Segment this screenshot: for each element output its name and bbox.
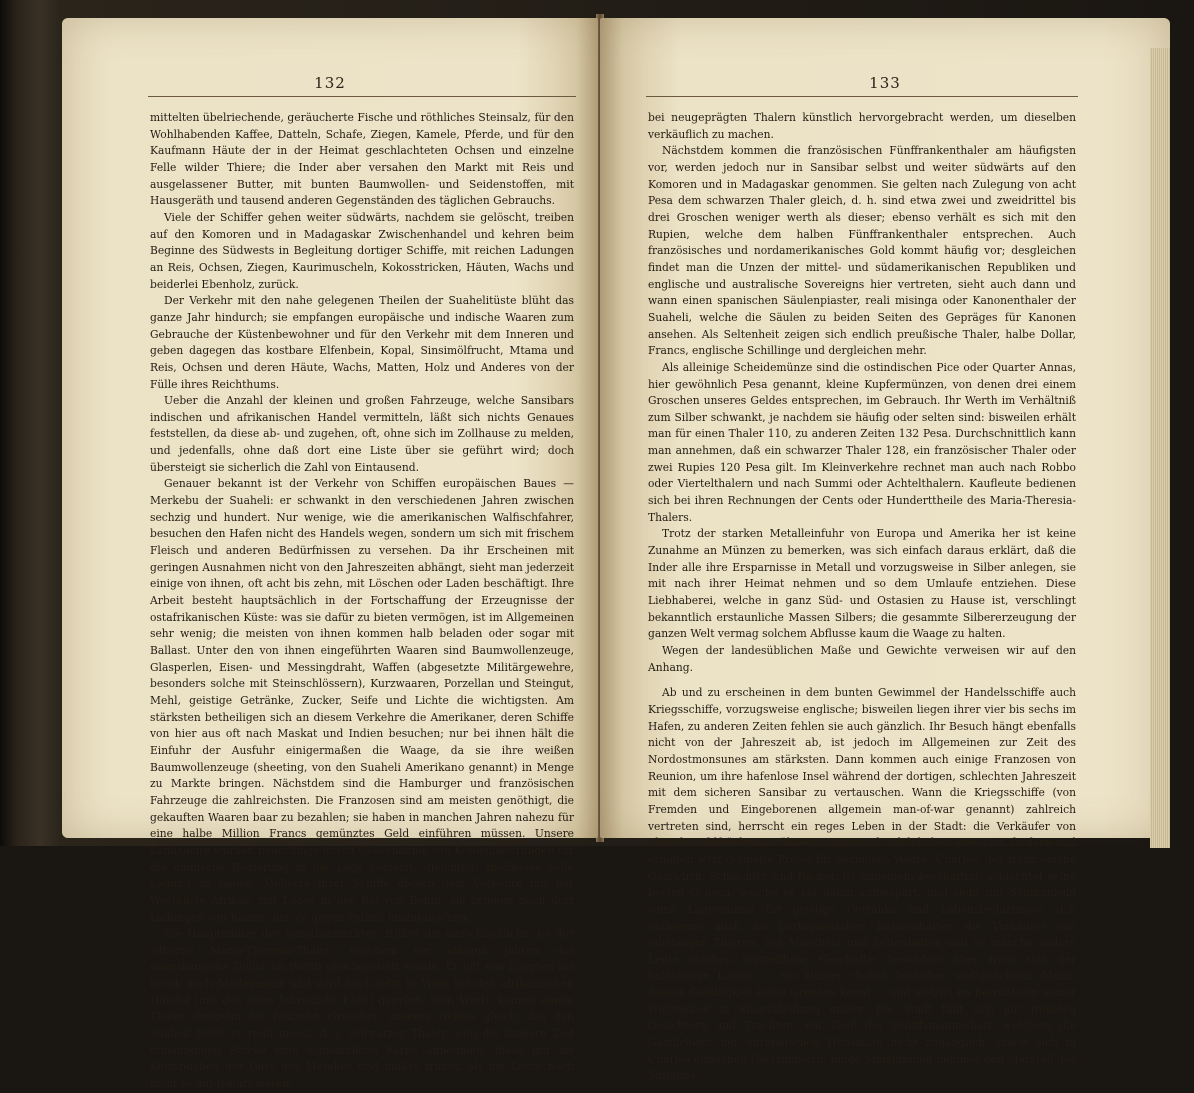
header-rule-left (148, 96, 576, 97)
paragraph: mittelten übelriechende, geräucherte Fische und röthliches Steinsalz, für den Wohlhabenden Kaffee, Datteln, Schafe, Ziegen, Kamele, Pferde, und für den Kaufmann Häute der in der Heimat geschlachteten Ochsen und einzelne Felle wilder Thiere; die Inder aber versahen den Markt mit Reis und ausgelassener Butter, mit bunten Baumwollen- und Seidenstoffen, mit Hausgeräth und tausend anderen Gegenständen des täglichen Gebrauchs. (150, 111, 574, 208)
paragraph: Nächstdem kommen die französischen Fünffrankenthaler am häufigsten vor, werden jedoch nur in Sansibar selbst und weiter südwärts auf den Komoren und in Madagaskar genommen. Sie gelten nach Zulegung von acht Pesa dem schwarzen Thaler gleich, d. h. sind etwa zwei und zweidrittel bis drei Groschen weniger werth als dieser; ebenso verhält es sich mit den Rupien, welche dem halben Fünffrankenthaler entsprechen. Auch französisches und nordamerikanisches Gold kommt häufig vor; desgleichen findet man die Unzen der mittel- und südamerikanischen Republiken und englische und australische Sovereigns hier vertreten, sieht auch dann und wann einen spanischen Säulenpiaster, reali misinga oder Kanonenthaler der Suaheli, welche die Säulen zu beiden Seiten des Gepräges für Kanonen ansehen. Als Seltenheit zeigen sich endlich preußische Thaler, halbe Dollar, Francs, englische Schillinge und dergleichen mehr. (648, 144, 1076, 358)
paragraph: Ueber die Anzahl der kleinen und großen Fahrzeuge, welche Sansibars indischen und afrikanischen Handel vermitteln, läßt sich nichts Genaues feststellen, da diese ab- und zugehen, oft, ohne sich im Zollhause zu melden, und jedenfalls, ohne daß dort eine Liste über sie geführt wird; doch übersteigt sie sicherlich die Zahl von Eintausend. (150, 394, 574, 474)
paragraph: Wegen der landesüblichen Maße und Gewichte verweisen wir auf den Anhang. (648, 644, 1076, 674)
paragraph: Ab und zu erscheinen in dem bunten Gewimmel der Handelsschiffe auch Kriegsschiffe, vorzugsweise englische; bisweilen liegen ihrer vier bis sechs im Hafen, zu anderen Zeiten fehlen sie auch gänzlich. Ihr Besuch hängt ebenfalls nicht von der Jahreszeit ab, ist jedoch im Allgemeinen zur Zeit des Nordostmonsunes am stärksten. Dann kommen auch einige Franzosen von Reunion, um ihre hafenlose Insel während der dortigen, schlechten Jahreszeit mit dem sicheren Sansibar zu vertauschen. Wann die Kriegsschiffe (von Fremden und Eingeborenen allgemein man-of-war genannt) zahlreich vertreten sind, herrscht ein reges Leben in der Stadt: die Verkäufer von Fleisch, Feldfrüchten, Hühnern, Eiern und Milch haben gute Zeit, fordern und erhalten jetzt doppelte Preise für geringere Waare; Charles, der französische Gastwirth, Schlächter und Bäcker, ist ungemein beschäftigt, schlachtet seine besten Ochsen, welche er bis dahin aufgespart, und sieht mit Schmunzeln seine Lagerräume für geistige Getränke und Lebensbedürfnisse sich entleeren; auch die portugiesischen Butikenhalter, die Verkäufer von lebendigen Thieren, von Muscheln und Seltenheiten und so manche andere Leute machen vortreffliche Geschäfte; besonders aber freut sich der halbblütige Lootse — ein kleiner, dicker, lebhafter, vielsprachiger Mann, dessen Gefälligkeit keine Grenzen kennt — und stolzirt im Bewußtsein seiner Wichtigkeit in Staatskleidung umher. Die Stadt füllt sich mit fremden Gesichtern und Trachten; ein Theil der Schiffsmannschaft, welchem die Gastlichkeit der europäischen Haushalte nicht zugänglich, erholt sich in Charles einfachen Gastzimmern; junge Midshipmen nehmen den Marstall des Sultahns (648, 686, 1076, 1083)
paragraph: Genauer bekannt ist der Verkehr von Schiffen europäischen Baues — Merkebu der Suaheli: er schwankt in den verschiedenen Jahren zwischen sechzig und hundert. Nur wenige, wie die amerikanischen Walfischfahrer, besuchen den Hafen nicht des Handels wegen, sondern um sich mit frischem Fleisch und anderen Bedürfnissen zu versehen. Da ihr Erscheinen mit geringen Ausnahmen nicht von den Jahreszeiten abhängt, sieht man jederzeit einige von ihnen, oft acht bis zehn, mit Löschen oder Laden beschäftigt. Ihre Arbeit besteht hauptsächlich in der Fortschaffung der Erzeugnisse der ostafrikanischen Küste: was sie dafür zu bieten vermögen, ist im Allgemeinen sehr wenig; die meisten von ihnen kommen halb beladen oder sogar mit Ballast. Unter den von ihnen eingeführten Waaren sind Baumwollenzeuge, Glasperlen, Eisen- und Messingdraht, Waffen (abgesetzte Militärgewehre, besonders solche mit Steinschlössern), Kurzwaaren, Porzellan und Steingut, Mehl, geistige Getränke, Zucker, Seife und Lichte die wichtigsten. Am stärksten betheiligen sich an diesem Verkehre die Amerikaner, deren Schiffe von hier aus oft nach Maskat und Indien besuchen; nur bei ihnen hält die Einfuhr der Ausfuhr einigermaßen die Waage, da sie ihre weißen Baumwollenzeuge (sheeting, von den Suaheli Amerikano genannt) in Menge zu Markte bringen. Nächstdem sind die Hamburger und französischen Fahrzeuge die zahlreichsten. Die Franzosen sind am meisten genöthigt, die gekauften Waaren baar zu bezahlen; sie haben in manchen Jahren nahezu für eine halbe Million Francs gemünztes Geld einführen müssen. Unsere Landsleute wurden neuerdings durch Uebernahme von Kohlenlieferungen für die englische Regierung in die Lage versetzt, gleichfalls theilweise volle Ladung zu haben. Mehrere ihrer Schiffe dienen dem Verkehre mit der Westküste Afrikas, mit Lagos in der Bai von Benin; sie bringen nach dort Ladungen von Kauris, um sie gegen Palmöl umzutauschen. (150, 477, 574, 924)
right-page (600, 18, 1170, 1083)
paragraph: Als alleinige Scheidemünze sind die ostindischen Pice oder Quarter Annas, hier gewöhnlich Pesa genannt, kleine Kupfermünzen, von denen drei einem Groschen unseres Geldes entsprechen, im Gebrauch. Ihr Werth im Verhältniß zum Silber schwankt, je nachdem sie häufig oder selten sind: bisweilen erhält man für einen Thaler 110, zu anderen Zeiten 132 Pesa. Durchschnittlich kann man annehmen, daß ein schwarzer Thaler 128, ein französischer Thaler oder zwei Rupies 120 Pesa gilt. Im Kleinverkehre rechnet man auch nach Robbo oder Viertelthalern und nach Summi oder Achtelthalern. Kaufleute bedienen sich bei ihren Rechnungen der Cents oder Hunderttheile des Maria-Theresia-Thalers. (648, 360, 1076, 524)
paragraph: Viele der Schiffer gehen weiter südwärts, nachdem sie gelöscht, treiben auf den Komoren und in Madagaskar Zwischenhandel und kehren beim Beginne des Südwests in Begleitung dortiger Schiffe, mit reichen Ladungen an Reis, Ochsen, Ziegen, Kaurimuscheln, Kokosstricken, Häuten, Wachs und beiderlei Ebenholz, zurück. (150, 210, 574, 291)
paragraph: bei neugeprägten Thalern künstlich hervorgebracht werden, um dieselben verkäuflich zu machen. (648, 111, 1076, 141)
left-page-body (150, 110, 574, 1093)
paragraph: Trotz der starken Metalleinfuhr von Europa und Amerika her ist keine Zunahme an Münzen zu bemerken, was sich einfach daraus erklärt, daß die Inder alle ihre Ersparnisse in Metall und vorzugsweise in Silber anlegen, sie mit nach ihrer Heimat nehmen und so dem Umlaufe entziehen. Diese Liebhaberei, welche in ganz Süd- und Ostasien zu Hause ist, verschlingt bekanntlich erstaunliche Massen Silbers; die gesammte Silbererzeugung der ganzen Welt vermag solchem Abflusse kaum die Waage zu halten. (648, 527, 1076, 641)
paragraph: Der Verkehr mit den nahe gelegenen Theilen der Suahelitüste blüht das ganze Jahr hindurch; sie empfangen europäische und indische Waaren zum Gebrauche der Küstenbewohner und für den Verkehr mit dem Inneren und geben dagegen das kostbare Elfenbein, Kopal, Sinsimölfrucht, Mtama und Reis, Ochsen und deren Häute, Wachs, Matten, Holz und Anderes von der Fülle ihres Reichthums. (150, 294, 574, 391)
right-page-body (648, 110, 1076, 1085)
page-number-left: 132 (314, 74, 346, 92)
paragraph: Die Hauptmünze des Sansibarmarktes, früher die ausschließliche, ist der silberne Maria-Theresia-Thaler, welchem vor einigen Jahren der amerikanische Dollar an Werth gleichgestellt wurde. Er gilt von Egypten bis herab nach Madagaskar und wird noch jetzt in Wien für den afrikanischen Handel (mit der alten Jahreszahl 1780) geprägt. Sein Werth kommt einem Thaler dreizehn bis fünfzehn Groschen unseres Geldes gleich. Bei den Suaheli heißt er reali mcosi, d. i. schwarzer Thaler, weil die längere Zeit umlaufenden Stücke eine schwärzliche Farbe annehmen; diese gilt als Kennzeichen der Güte des Metalles und mußte früher, als die Leute noch nicht so aufgeklärt waren, (150, 927, 574, 1091)
left-page (62, 18, 598, 1091)
header-rule-right (646, 96, 1078, 97)
page-edge (1150, 48, 1170, 848)
page-number-right: 133 (869, 74, 901, 92)
